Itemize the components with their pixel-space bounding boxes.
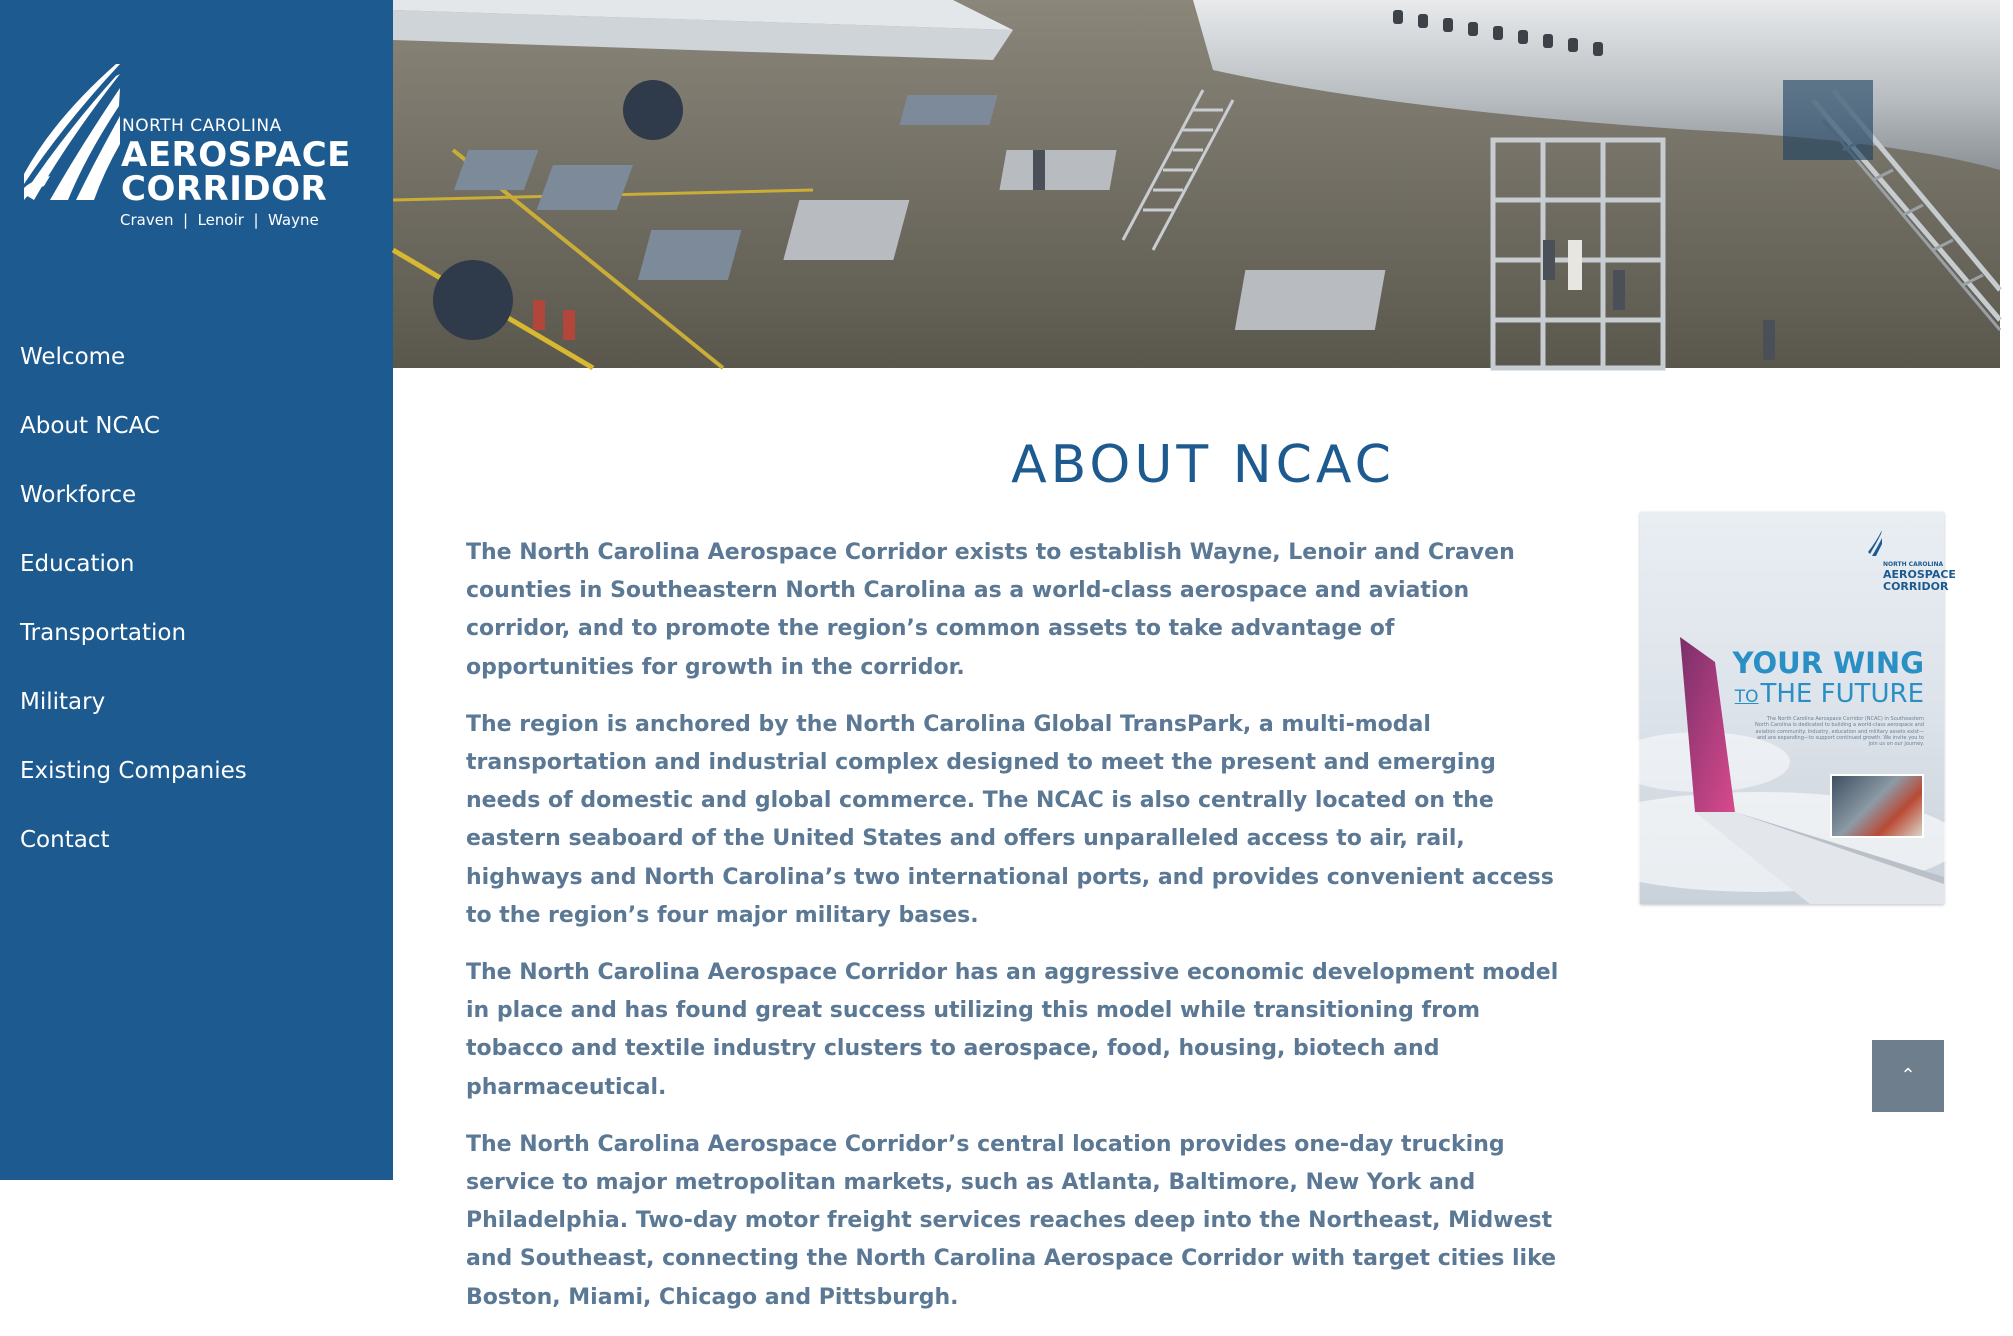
nav-item-transportation[interactable]: Transportation xyxy=(20,620,187,646)
main-nav xyxy=(20,342,247,894)
nav-item-military[interactable]: Military xyxy=(20,689,106,715)
paragraph-mission: The North Carolina Aerospace Corridor exists to establish Wayne, Lenoir and Craven counties in Southeastern North Carolina as a world-class aerospace and aviation corridor, and to promote the region’s common assets to take advantage of opportunities for growth in the corridor. xyxy=(466,540,1515,680)
paragraph-transpark: The region is anchored by the North Carolina Global TransPark, a multi-modal transportation and industrial complex designed to meet the present and emerging needs of domestic and global commerce. The NCAC is also centrally located on the eastern seaboard of the United States and offers unparalleled access to air, rail, highways and North Carolina’s two international ports, and provides convenient access to the region’s four major military bases. xyxy=(466,711,1554,928)
sidebar xyxy=(0,0,393,1180)
factory-floor-illustration xyxy=(393,0,2000,368)
hero-image xyxy=(393,0,2000,368)
brochure-headline-line2: THE FUTURE xyxy=(1760,679,1924,709)
chevron-up-icon: ⌃ xyxy=(1900,1065,1916,1086)
nav-item-welcome[interactable]: Welcome xyxy=(20,344,126,370)
paragraph-location: The North Carolina Aerospace Corridor’s central location provides one-day trucking service to major metropolitan markets, such as Atlanta, Baltimore, New York and Philadelphia. Two-day motor freight services reaches deep into the Northeast, Midwest and Southeast, connecting the North Carolina Aerospace Corridor with target cities like Boston, Miami, Chicago and Pittsburgh. xyxy=(466,1131,1557,1310)
brochure-logo-state: NORTH CAROLINA xyxy=(1883,561,1944,568)
about-content xyxy=(466,534,1566,1336)
logo-aerospace: AEROSPACE xyxy=(121,135,351,175)
nav-item-workforce[interactable]: Workforce xyxy=(20,482,137,508)
back-to-top-button[interactable] xyxy=(1872,1040,1944,1112)
brochure-headline-to: TO xyxy=(1734,687,1759,707)
wing-swoosh-icon xyxy=(24,64,124,204)
logo-corridor: CORRIDOR xyxy=(121,169,328,209)
brochure-headline-line1: YOUR WING xyxy=(1732,646,1924,680)
brochure-body-text: The North Carolina Aerospace Corridor (NCAC) in Southeastern North Carolina is dedicated to building a world-class aerospace and aviation community. Industry, education and military assets exist—and are expanding—to support continued growth. We invite you to join us on our journey. xyxy=(1754,716,1924,747)
brochure-thumbnail[interactable] xyxy=(1640,512,1956,904)
nav-item-education[interactable]: Education xyxy=(20,551,135,577)
brochure-photo xyxy=(1830,774,1924,838)
nav-item-contact[interactable]: Contact xyxy=(20,827,110,853)
brochure-logo-text xyxy=(1883,562,1956,593)
logo-state: NORTH CAROLINA xyxy=(122,116,282,136)
nav-item-about-ncac[interactable]: About NCAC xyxy=(20,413,160,439)
logo-counties: Craven | Lenoir | Wayne xyxy=(120,211,319,229)
brochure-headline xyxy=(1732,646,1924,709)
paragraph-development-model: The North Carolina Aerospace Corridor has an aggressive economic development model in place and has found great success utilizing this model while transitioning from tobacco and textile industry clusters to aerospace, food, housing, biotech and pharmaceutical. xyxy=(466,960,1559,1100)
ncac-logo[interactable] xyxy=(24,64,351,234)
brochure-logo-corridor: CORRIDOR xyxy=(1883,579,1949,593)
brochure-logo-aerospace: AEROSPACE xyxy=(1883,567,1956,581)
nav-item-existing-companies[interactable]: Existing Companies xyxy=(20,758,247,784)
page-title: ABOUT NCAC xyxy=(1011,435,1395,495)
